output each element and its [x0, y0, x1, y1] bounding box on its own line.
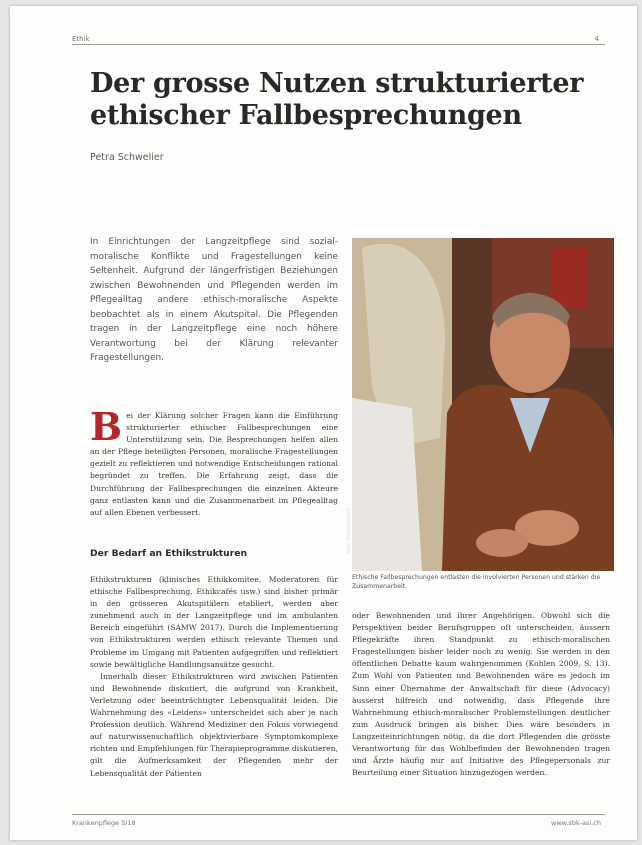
running-title: Ethik: [72, 35, 90, 43]
article-title: Der grosse Nutzen strukturierter ethischer Fallbesprechungen: [90, 68, 584, 131]
intro-text: ei der Klärung solcher Fragen kann die Einführung strukturierter ethischer Fallbesprechungen eine Unterstützung sein. Die Besprechungen helfen allen an der Pflege beteiligten Personen, moralische Fragestellungen gezielt zu reflektieren und notwendige Entscheidungen rational begründet zu treffen. Die Erfahrung zeigt, dass die Durchführung der Fallbesprechungen die einzelnen Akteure ganz entlasten kann und die Zusammenarbeit im Pflegealltag auf allen Ebenen verbessert.: [90, 411, 338, 517]
footer-url: www.sbk-asi.ch: [551, 819, 601, 827]
body-paragraph-2: Innerhalb dieser Ethikstrukturen wird zwischen Patienten und Bewohnende diskutiert, die aufgrund von Krankheit, Verletzung oder beeinträchtigter Lebensqualität leiden. Die Wahrnehmung des «Leidens» unterscheidet sich aber je nach Profession deutlich. Während Mediziner den Fokus vorwiegend auf naturwissenschaftlich objektivierbare Symptomkomplexe richten und Empfehlungen für Therapieprogramme diskutieren, gilt die Aufmerksamkeit der Pflegenden mehr der Lebensqualität der Patienten: [90, 671, 338, 778]
body-column-left: [90, 574, 338, 780]
lead-paragraph: In Einrichtungen der Langzeitpflege sind sozial-moralische Konflikte und Fragestellungen keine Seltenheit. Aufgrund der längerfristigen Beziehungen zwischen Bewohnenden und Pflegenden werden im Pflegealltag andere ethisch-moralische Aspekte beobachtet als in einem Akutspital. Die Pflegenden tragen in der Langzeitpflege eine noch höhere Verantwortung bei der Klärung relevanter Fragestellungen.: [90, 237, 338, 363]
magazine-page: [10, 6, 637, 840]
intro-paragraph: [90, 404, 338, 519]
drop-cap: B: [90, 404, 123, 449]
footer-rule: [72, 814, 605, 815]
header-rule: [72, 44, 605, 45]
body-paragraph-1: Ethikstrukturen (klinisches Ethikkomitee, Moderatoren für ethische Fallbesprechung, Ethikcafés usw.) sind bisher primär in den grösseren Akutspitälern etabliert, werden aber zunehmend auch in der Langzeitpflege und im ambulanten Bereich eingeführt (SAMW 2017). Durch die Implementierung von Ethikstrukturen werden ethisch relevante Themen und Probleme im Umgang mit Patienten aufgegriffen und reflektiert sowie bewältigliche Handlungsansätze gesucht.: [90, 575, 338, 669]
page-mark: 4: [594, 35, 599, 43]
article-photo: [352, 238, 614, 571]
photo-credit: Foto: Shutterstock: [346, 508, 352, 554]
photo-illustration: [352, 238, 614, 571]
body-column-right: oder Bewohnenden und ihrer Angehörigen. Obwohl sich die Perspektiven beider Berufsgruppen oft unterscheiden, äussern Pflegekräfte ihren Standpunkt zu ethisch-moralischen Fragestellungen bisher leider noch zu wenig. Sie werden in den öffentlichen Debatte kaum wahrgenommen (Kohlen 2009, S. 13). Zum Wohl von Patienten und Bewohnenden wäre es jedoch im Sinn einer Übernahme der Anwaltschaft für diese (Advocacy) äusserst hilfreich und notwendig, dass Pflegende ihre Wahrnehmung ethisch-moralischer Problemstellungen deutlicher zum Ausdruck bringen als bisher. Dies wäre besonders in Langzeiteinrichtungen nötig, da die dort Pflegenden die grösste Verantwortung für das Wohlbefinden der Bewohnenden tragen und Ärzte häufig nur auf Initiative des Pflegepersonals zur Beurteilung einer Situation hinzugezogen werden.: [352, 611, 610, 778]
footer-issue: Krankenpflege 5/18: [72, 819, 136, 827]
section-heading: Der Bedarf an Ethikstrukturen: [90, 548, 248, 559]
author-name: Petra Schwelier: [90, 152, 164, 163]
photo-caption: Ethische Fallbesprechungen entlasten die involvierten Personen und stärken die Zusammenarbeit.: [352, 574, 601, 590]
